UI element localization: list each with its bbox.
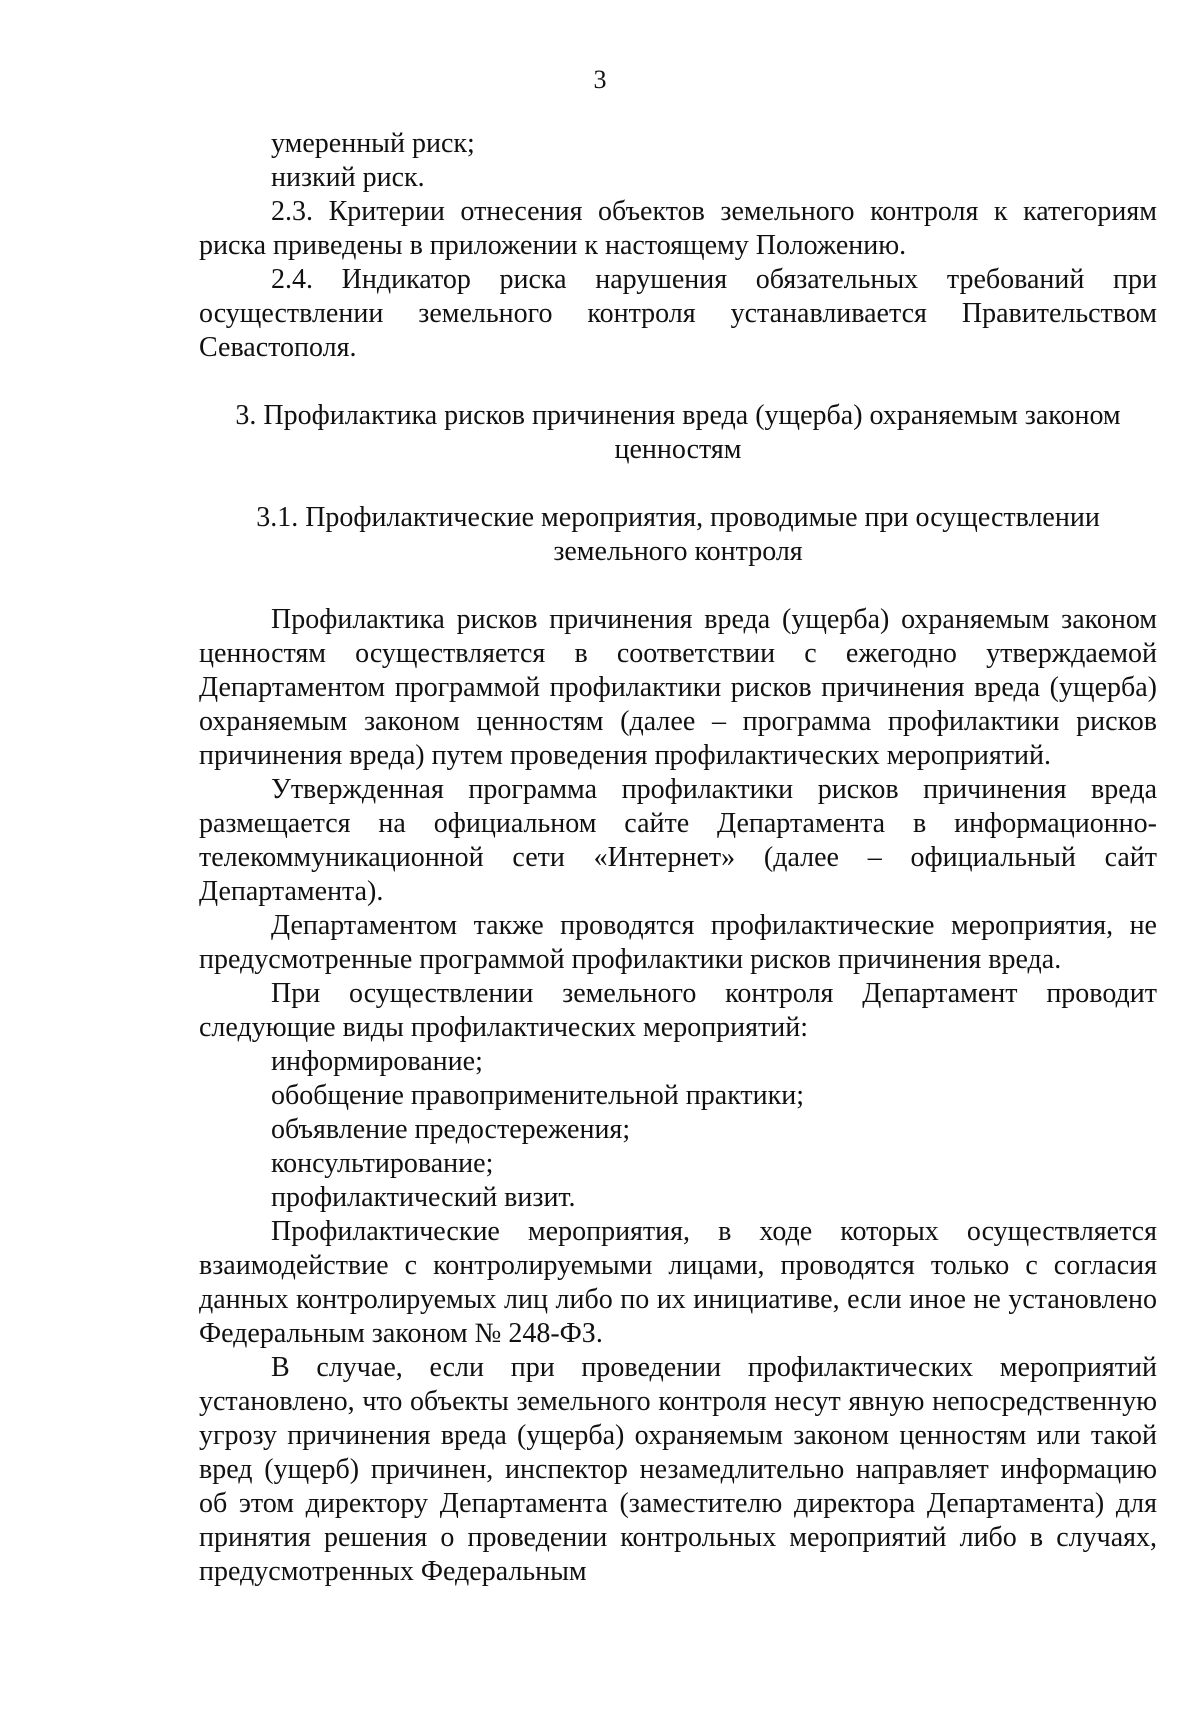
list-item-warning: объявление предостережения;	[271, 1114, 631, 1145]
paragraph-program-publication: Утвержденная программа профилактики рисков причинения вреда размещается на официальном сайте Департамента в информационно-телекоммуникационной сети «Интернет» (далее – официальный сайт Департамента).	[199, 774, 1157, 907]
list-item-informing: информирование;	[271, 1046, 483, 1077]
list-item-practice-summary: обобщение правоприменительной практики;	[271, 1080, 805, 1111]
spacer	[199, 569, 1157, 603]
paragraph-threat-reporting: В случае, если при проведении профилактических мероприятий установлено, что объекты земельного контроля несут явную непосредственную угрозу причинения вреда (ущерба) охраняемым законом ценностям или такой вред (ущерб) причинен, инспектор незамедлительно направляет информацию об этом директору Департамента (заместителю директора Департамента) для принятия решения о проведении контрольных мероприятий либо в случаях, предусмотренных Федеральным	[199, 1352, 1157, 1587]
list-item-risk-moderate: умеренный риск;	[271, 128, 475, 159]
paragraph-measure-types: При осуществлении земельного контроля Департамент проводит следующие виды профилактических мероприятий:	[199, 978, 1157, 1043]
paragraph-prophylaxis-program: Профилактика рисков причинения вреда (ущерба) охраняемым законом ценностям осуществляется в соответствии с ежегодно утверждаемой Департаментом программой профилактики рисков причинения вреда (ущерба) охраняемым законом ценностям (далее – программа профилактики рисков причинения вреда) путем проведения профилактических мероприятий.	[199, 604, 1157, 771]
list-item-prophylactic-visit: профилактический визит.	[271, 1182, 576, 1213]
document-body	[199, 127, 1157, 1589]
paragraph-2-4: 2.4. Индикатор риска нарушения обязательных требований при осуществлении земельного контроля устанавливается Правительством Севастополя.	[199, 264, 1157, 363]
paragraph-extra-measures: Департаментом также проводятся профилактические мероприятия, не предусмотренные программой профилактики рисков причинения вреда.	[199, 910, 1157, 975]
spacer	[199, 467, 1157, 501]
list-item-risk-low: низкий риск.	[271, 162, 425, 193]
spacer	[199, 365, 1157, 399]
subsection-heading-3-1: 3.1. Профилактические мероприятия, проводимые при осуществлении земельного контроля	[256, 502, 1100, 567]
paragraph-2-3: 2.3. Критерии отнесения объектов земельного контроля к категориям риска приведены в приложении к настоящему Положению.	[199, 196, 1157, 261]
page-number: 3	[593, 65, 607, 94]
list-item-consulting: консультирование;	[271, 1148, 494, 1179]
paragraph-interaction-consent: Профилактические мероприятия, в ходе которых осуществляется взаимодействие с контролируемыми лицами, проводятся только с согласия данных контролируемых лиц либо по их инициативе, если иное не установлено Федеральным законом № 248-ФЗ.	[199, 1216, 1157, 1349]
section-heading-3: 3. Профилактика рисков причинения вреда (ущерба) охраняемым законом ценностям	[235, 400, 1121, 465]
